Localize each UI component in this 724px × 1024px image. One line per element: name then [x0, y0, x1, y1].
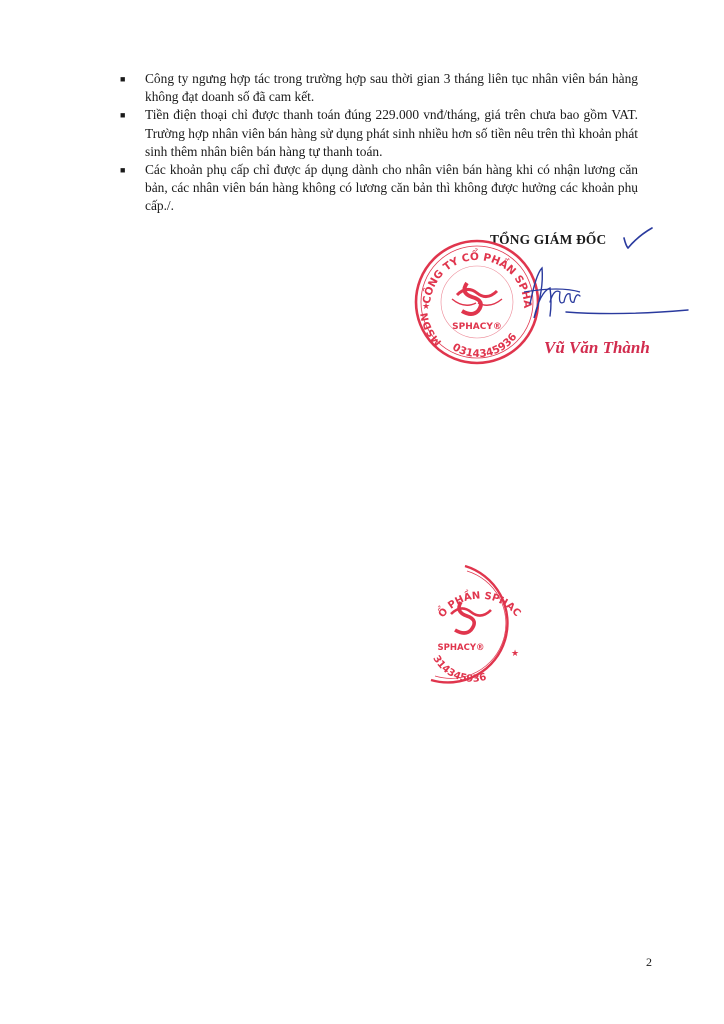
- list-item: [118, 70, 638, 106]
- bullet-text: Công ty ngưng hợp tác trong trường hợp sau thời gian 3 tháng liên tục nhân viên bán hàng không đạt doanh số đã cam kết.: [145, 71, 638, 105]
- seal-arc-bottom: 0314345936: [450, 331, 520, 361]
- bullet-text: Các khoản phụ cấp chỉ được áp dụng dành cho nhân viên bán hàng khi có nhận lương căn bản, các nhân viên bán hàng không có lương căn bản thì không được hưởng các khoản phụ cấp./.: [145, 162, 638, 214]
- seal-arc-top: CÔNG TY CỔ PHẦN SPHACY: [408, 228, 534, 309]
- svg-text:Ổ PHẦN SPHACY: [420, 550, 522, 620]
- seal-brand: SPHACY®: [452, 322, 502, 332]
- seal-arc-left: MSDN: [419, 311, 445, 348]
- svg-text:314345936: [430, 654, 487, 685]
- seal-star: ★: [422, 302, 431, 312]
- signer-name: Vũ Văn Thành: [544, 338, 650, 357]
- bullet-mark: ■: [120, 74, 126, 84]
- bullet-text: Tiền điện thoại chỉ được thanh toán đúng 229.000 vnđ/tháng, giá trên chưa bao gồm VAT. Trường hợp nhân viên bán hàng sử dụng phát sinh nhiều hơn số tiền nêu trên thì khoản phát sinh thêm nhân biên bán hàng tự thanh toán.: [145, 107, 638, 159]
- company-seal-partial: [421, 550, 530, 688]
- seal2-brand: SPHACY®: [437, 643, 485, 653]
- check-mark-icon: [620, 224, 656, 254]
- sphacy-logo-icon: [452, 283, 502, 314]
- seal2-arc-top: Ổ PHẦN SPHACY: [421, 550, 523, 620]
- page-number: 2: [646, 955, 652, 969]
- signer-title: TỔNG GIÁM ĐỐC: [490, 232, 607, 247]
- list-item: [118, 161, 638, 216]
- signature-scribble: [520, 262, 695, 332]
- svg-text:0314345936: [450, 331, 519, 360]
- conditions-list: [118, 70, 638, 216]
- seal2-arc-bottom: 314345936: [430, 653, 488, 685]
- bullet-mark: ■: [120, 110, 126, 121]
- bullet-mark: ■: [120, 165, 126, 176]
- seal2-star: ★: [511, 649, 520, 659]
- list-item: [118, 106, 638, 161]
